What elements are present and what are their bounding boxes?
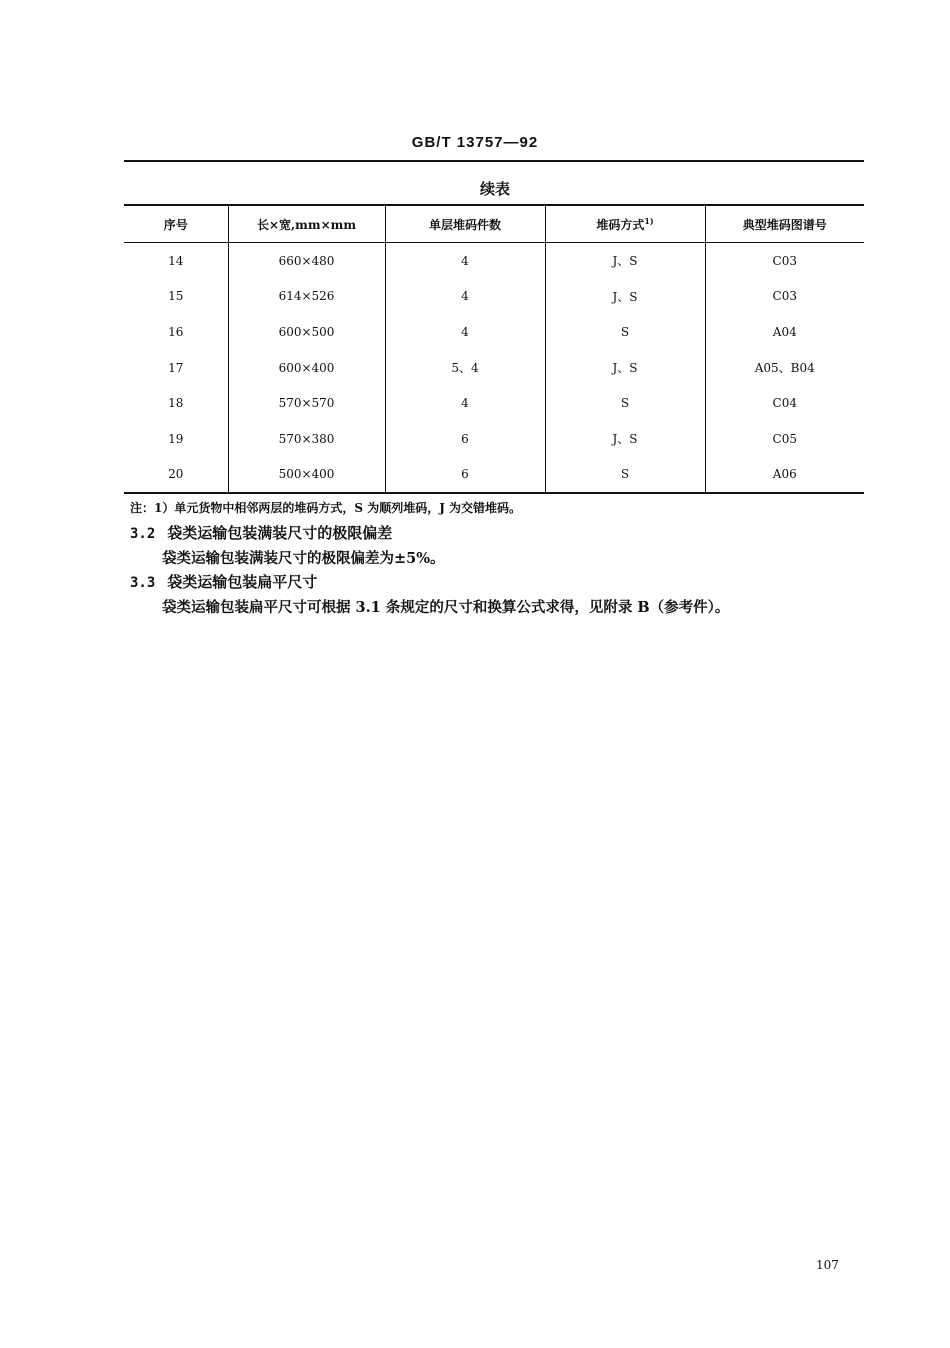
cell-pattern: C03 (705, 243, 864, 279)
cell-pattern: C03 (705, 279, 864, 315)
column-header-serial: 序号 (124, 205, 228, 243)
table-row (124, 350, 864, 386)
cell-pieces: 4 (385, 243, 545, 279)
cell-method: J、S (545, 243, 705, 279)
cell-dimensions: 614×526 (228, 279, 385, 315)
cell-dimensions: 600×500 (228, 314, 385, 350)
section-title: 袋类运输包装扁平尺寸 (167, 573, 318, 591)
table-row (124, 314, 864, 350)
header-rule (124, 160, 864, 162)
cell-dimensions: 570×570 (228, 385, 385, 421)
cell-method: S (545, 314, 705, 350)
section-number: 3.2 (130, 526, 156, 542)
table-row (124, 421, 864, 457)
table-row (124, 457, 864, 494)
cell-method: S (545, 457, 705, 494)
cell-serial: 15 (168, 289, 184, 304)
cell-serial: 16 (168, 324, 184, 339)
cell-pieces: 5、4 (385, 350, 545, 386)
cell-method: J、S (545, 350, 705, 386)
table-row (124, 243, 864, 279)
table-row (124, 385, 864, 421)
column-header-stacking-method (545, 205, 705, 243)
cell-pieces: 6 (385, 457, 545, 494)
cell-serial: 19 (168, 431, 184, 446)
column-header-dimensions: 长×宽,mm×mm (228, 205, 385, 243)
cell-pattern: A05、B04 (705, 350, 864, 386)
stacking-table (124, 204, 864, 494)
cell-pattern: C04 (705, 385, 864, 421)
section-number: 3.3 (130, 575, 156, 591)
cell-serial: 14 (168, 253, 184, 268)
footnote-mark: 1) (644, 215, 654, 226)
cell-dimensions: 660×480 (228, 243, 385, 279)
table-footnote: 注：1）单元货物中相邻两层的堆码方式，S 为顺列堆码，J 为交错堆码。 (130, 501, 522, 515)
section-heading-3-2 (130, 522, 392, 543)
cell-pieces: 4 (385, 314, 545, 350)
table-row (124, 279, 864, 315)
cell-pattern: C05 (705, 421, 864, 457)
cell-pieces: 4 (385, 385, 545, 421)
cell-pieces: 6 (385, 421, 545, 457)
cell-dimensions: 570×380 (228, 421, 385, 457)
column-header-pieces-per-layer: 单层堆码件数 (385, 205, 545, 243)
cell-serial: 20 (124, 457, 228, 494)
section-3-2-paragraph: 袋类运输包装满装尺寸的极限偏差为±5%。 (162, 550, 445, 567)
cell-method: J、S (545, 421, 705, 457)
cell-serial: 17 (168, 360, 184, 375)
cell-method: S (545, 385, 705, 421)
column-header-stacking-method-label: 堆码方式 (596, 217, 645, 232)
column-header-pattern-code: 典型堆码图谱号 (705, 205, 864, 243)
cell-pattern: A04 (705, 314, 864, 350)
cell-pieces: 4 (385, 279, 545, 315)
cell-dimensions: 500×400 (228, 457, 385, 494)
page-number: 107 (816, 1258, 839, 1272)
section-heading-3-3 (130, 571, 317, 592)
section-title: 袋类运输包装满装尺寸的极限偏差 (167, 524, 393, 542)
cell-pattern: A06 (705, 457, 864, 494)
standard-number: GB/T 13757—92 (411, 134, 539, 151)
cell-dimensions: 600×400 (228, 350, 385, 386)
table-caption: 续表 (479, 180, 510, 198)
cell-serial: 18 (168, 396, 184, 411)
section-3-3-paragraph: 袋类运输包装扁平尺寸可根据 3.1 条规定的尺寸和换算公式求得，见附录 B（参考件）。 (162, 599, 730, 616)
cell-method: J、S (545, 279, 705, 315)
table-header-row (124, 205, 864, 243)
